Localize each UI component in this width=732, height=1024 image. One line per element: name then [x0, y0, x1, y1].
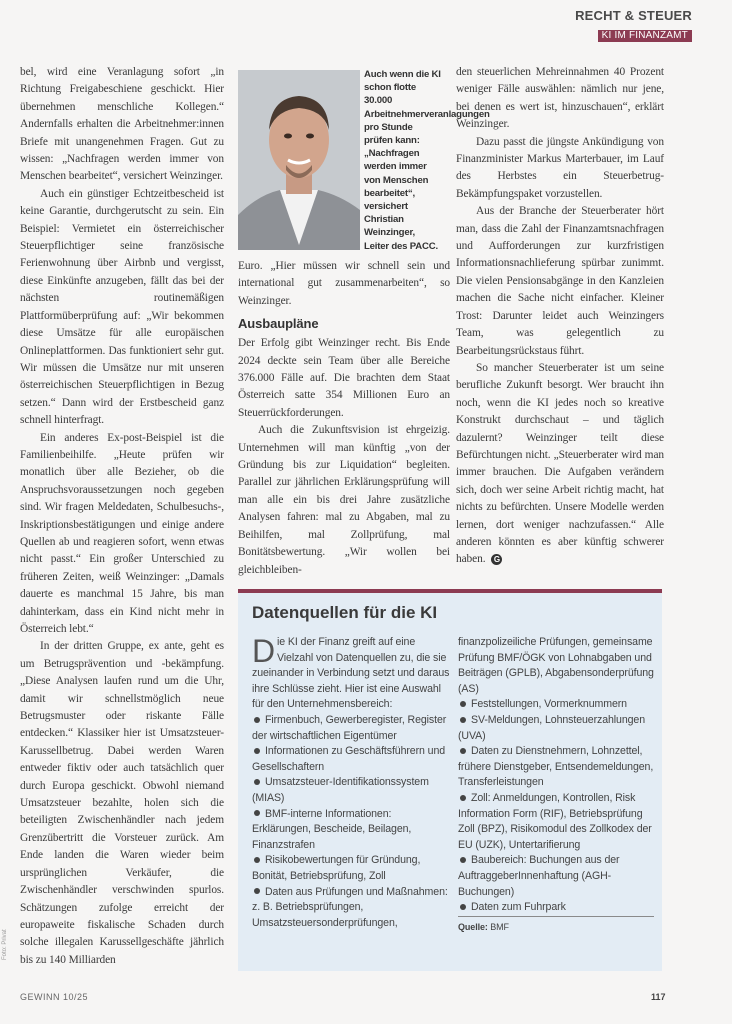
list-item-text: BMF-interne Informationen: Erklärungen, Bescheide, Beilagen, Finanzstrafen — [252, 807, 412, 851]
list-item-text: SV-Meldungen, Lohnsteuerzahlungen (UVA) — [458, 713, 645, 742]
list-item — [458, 744, 654, 791]
list-continuation: finanzpolizeiliche Prüfungen, gemeinsame Prüfung BMF/ÖGK von Lohnabgaben und Beiträgen (GPLB), Abgabensonderprüfung (AS) — [458, 636, 654, 695]
bullet-icon — [254, 888, 260, 894]
paragraph: den steuerlichen Mehreinnahmen 40 Prozent weniger Fälle auswählen: nämlich nur jene, bei denen es wert ist, hinzuschauen“, erklärt Weinzinger. — [456, 66, 664, 131]
list-item-text: Daten zu Dienstnehmern, Lohnzettel, frühere Dienstgeber, Entsendemeldungen, Transferleistungen — [458, 745, 654, 789]
paragraph: Auch die Zukunftsvision ist ehrgeizig. Unternehmen will man künftig „von der Gründung bis zur Liquidation“ begleiten. Parallel zur jährlichen Erklärungsprüfung will man alle ein bis drei Jahre zusätzliche Analysen fahren: mal zu Abgaben, mal zu Beihilfen, mal Zollprüfung, mal Bonitätsbewertung. „Wir wollen bei gleichbleiben- — [238, 424, 450, 576]
section-subtitle: KI IM FINANZAMT — [598, 30, 692, 42]
article-column-3 — [456, 64, 664, 569]
paragraph: Der Erfolg gibt Weinzinger recht. Bis Ende 2024 deckte sein Team über alle Bereiche 376.000 Fälle auf. Die brachten dem Staat Österreich satte 354 Millionen Euro an Steuerrückforderungen. — [238, 337, 450, 419]
info-box — [238, 589, 662, 971]
bullet-icon — [460, 701, 466, 707]
paragraph: Auch ein günstiger Echtzeitbescheid ist keine Garantie, durchgerutscht zu sein. Ein Beispiel: Vermietet ein österreichischer Steuerpflichtiger seine französische Ferienwohnung über Airbnb und vergisst, diese Einkünfte anzugeben, fällt das bei der nächsten routinemäßigen Plattformüberprüfung auf: „Wir bekommen diese Umsätze für alle europäischen Onlineplattformen. Das funktioniert sehr gut. Wir müssen die Umsätze nur mit unseren österreichischen Steuerpflichtigen in Bezug setzen.“ Dann wird der Erstbescheid ganz schnell hinterfragt. — [20, 187, 224, 427]
article-column-1 — [20, 64, 224, 969]
article-column-2 — [238, 258, 450, 579]
bullet-icon — [254, 810, 260, 816]
list-item — [458, 791, 654, 853]
list-item — [458, 713, 654, 744]
list-item-text: Daten zum Fuhrpark — [471, 901, 566, 914]
paragraph — [456, 360, 664, 569]
list-item — [458, 853, 654, 900]
list-item — [458, 697, 654, 713]
paragraph: Dazu passt die jüngste Ankündigung von Finanzminister Markus Marterbauer, im Lauf des Herbstes ein Steuerbetrug-Bekämpfungspaket vorzustellen. — [456, 135, 664, 200]
portrait-photo — [238, 70, 360, 250]
paragraph: Aus der Branche der Steuerberater hört man, dass die Zahl der Finanzamtsnachfragen und Aufforderungen zur kurzfristigen Informationsnachlieferung spürbar zunimmt. Die vielen Pensionsabgänge in den Kanzleien machen die Sache nicht einfacher. Kleiner Trost: Darunter leidet auch Weinzingers Team, was gelegentlich zu Bearbeitungsrückstaus führt. — [456, 205, 664, 357]
info-box-title: Datenquellen für die KI — [252, 603, 438, 622]
bullet-icon — [460, 717, 466, 723]
bullet-icon — [254, 717, 260, 723]
paragraph: bel, wird eine Veranlagung sofort „in Richtung Freigabeschiene geschickt. Hier übernehmen menschliche Kollegen.“ Andernfalls erhalten die Arbeitnehmer:innen Briefe mit unangenehmen Fragen. Gut zu wissen: „Nachfragen werden immer von Menschen bearbeitet“, versichert Weinzinger. — [20, 66, 224, 183]
list-item — [252, 744, 452, 775]
list-item-text: Zoll: Anmeldungen, Kontrollen, Risk Information Form (RIF), Betriebsprüfung Zoll (BPZ), Risikomodul des Zollkodex der EU (UZK), Untertarifierung — [458, 791, 652, 851]
bullet-icon — [460, 795, 466, 801]
list-item-text: Risikobewertungen für Gründung, Bonität, Betriebsprüfung, Zoll — [252, 854, 421, 882]
list-item-text: Feststellungen, Vormerknummern — [471, 698, 627, 711]
person-photo-icon — [238, 70, 360, 250]
photo-credit: Foto: Privat — [2, 929, 8, 960]
end-mark-icon: G — [491, 554, 502, 565]
paragraph: In der dritten Gruppe, ex ante, geht es um Betrugsprävention und -bekämpfung. „Diese Analysen laufen rund um die Uhr, damit wir schnellstmöglich neue Betrugsmuster oder riskante Fälle entdecken.“ Klassiker hier ist Umsatzsteuer-Karussellbetrug. Dabei werden Waren entweder fiktiv oder auch tatsächlich quer durch Europa geschickt. Obwohl niemand Umsatzsteuer bezahlte, holen sich die beteiligten Zwischenhändler nach jedem Grenzübertritt die Vorsteuer zurück. Am Ende landen die Waren wieder beim ursprünglichen Verkäufer, die Zwischenhändler verschwinden spurlos. Schätzungen zufolge erreicht der europaweite fiskalische Schaden durch solche illegalen Karussellgeschäfte jährlich bis zu 140 Milliarden — [20, 640, 224, 966]
source-line — [458, 916, 654, 933]
bullet-icon — [254, 857, 260, 863]
list-item-text: Informationen zu Geschäftsführern und Gesellschaftern — [252, 745, 446, 773]
dropcap: D — [252, 633, 276, 669]
subheading: Ausbaupläne — [238, 316, 319, 332]
list-item — [252, 807, 452, 854]
list-item-text: Baubereich: Buchungen aus der AuftraggeberInnenhaftung (AGH-Buchungen) — [458, 854, 620, 898]
list-item — [252, 853, 452, 884]
list-item-text: Daten aus Prüfungen und Maßnahmen: z. B. Betriebsprüfungen, Umsatzsteuersonderprüfungen, — [252, 885, 448, 929]
section-header — [575, 8, 692, 42]
bullet-icon — [460, 904, 466, 910]
list-item — [252, 775, 452, 806]
section-title: RECHT & STEUER — [575, 8, 692, 23]
list-item-text: Firmenbuch, Gewerberegister, Register der wirtschaftlichen Eigentümer — [252, 713, 447, 742]
magazine-issue: GEWINN 10/25 — [20, 992, 89, 1002]
list-item — [458, 900, 654, 916]
list-item — [252, 713, 452, 744]
page-number: 117 — [651, 992, 666, 1002]
bullet-icon — [254, 779, 260, 785]
photo-caption: Auch wenn die KI schon flotte 30.000 Arbeitnehmerveranlagungen pro Stunde prüfen kann: „Nachfragen werden immer von Menschen bearbeitet“, versichert Christian Weinzinger, Leiter des PACC. — [364, 69, 490, 252]
source-value: BMF — [490, 921, 509, 932]
bullet-icon — [460, 857, 466, 863]
source-label: Quelle: — [458, 921, 488, 932]
paragraph-text: So mancher Steuerberater ist um seine berufliche Zukunft besorgt. Wer braucht ihn noch, wenn die KI jedes noch so kreative Konstrukt durchschaut – und täglich dazulernt? Weinzinger teilt diese Befürchtungen nicht. „Steuerberater wird man immer brauchen. Die Aufgaben verändern sich, doch wer seine Arbeit richtig macht, hat nichts zu befürchten. Unsere Modelle werden lernen, dort weniger nachzufassen.“ Alle anderen könnten es aber künftig schwerer haben. — [456, 361, 664, 566]
bullet-icon — [254, 748, 260, 754]
list-item-text: Umsatzsteuer-Identifikationssystem (MIAS) — [252, 776, 429, 804]
bullet-icon — [460, 748, 466, 754]
info-box-column-1 — [252, 635, 452, 931]
info-box-intro — [252, 635, 452, 713]
info-box-column-2 — [458, 635, 654, 933]
paragraph: Euro. „Hier müssen wir schnell sein und international gut zusammenarbeiten“, so Weinzinger. — [238, 260, 450, 307]
intro-text: ie KI der Finanz greift auf eine Vielzahl von Datenquellen zu, die sie zueinander in Verbindung setzt und daraus ihre Schlüsse zieht. Hier ist eine Auswahl für den Unternehmensbereich: — [252, 636, 450, 711]
paragraph: Ein anderes Ex-post-Beispiel ist die Familienbeihilfe. „Heute prüfen wir monatlich über alle Bezieher, ob die Anspruchsvoraussetzungen noch gegeben sind. Wir fragen Meldedaten, Schulbesuchs-, Inskriptionsbestätigungen und einige andere Quellen ab und reagieren sofort, wenn etwas nicht passt.“ Ein großer Unterschied zu früheren Zeiten, weiß Weinzinger: „Damals dauerte es manchmal 15 Jahre, bis man dahinterkam, dass ein Kind nicht mehr in Österreich lebt.“ — [20, 431, 224, 635]
list-item — [252, 885, 452, 932]
